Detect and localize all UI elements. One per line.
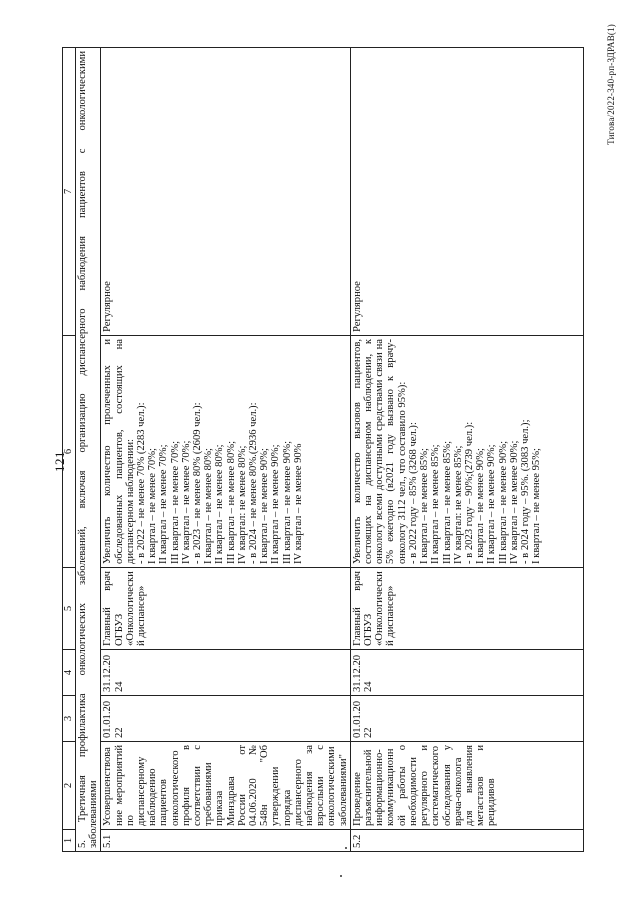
header-cell: 1 — [63, 830, 76, 852]
measure-cell: Усовершенствование мероприятий по диспансерному наблюдению пациентов онкологического профиля в соответствии с требованиями приказа Минздрава России от 04.06.2020 № 548н "Об утверждении порядка диспансерного наблюдения за взрослыми с онкологическими заболеваниями" — [101, 742, 350, 830]
result-line: II квартал – не менее 80%; — [214, 444, 226, 564]
document-code: Тигова/2022-340-рп-ЗДРАВ(1) — [606, 24, 616, 145]
result-line: I квартал – не менее 70%; — [147, 448, 159, 564]
result-line: - в 2024 – не менее 80%.(2936 чел.): — [248, 402, 260, 564]
result-line: - в 2023 – не менее 80% (2609 чел.): — [192, 402, 204, 564]
frequency-cell: Регулярное — [101, 48, 350, 336]
header-cell: 6 — [63, 336, 76, 568]
table-row — [350, 48, 583, 852]
header-cell: 7 — [63, 48, 76, 336]
section-row — [76, 48, 101, 852]
result-line: - в 2023 году – 90%;(2739 чел.): — [463, 421, 475, 564]
end-date: 31.12.2024 — [101, 650, 350, 696]
measure-cell: Проведение разъяснительной информационно-коммуникационной работы о необходимости регулярного и систематического обследования у врача-онколога для выявления метастазов и рецидивов — [350, 742, 583, 830]
frequency-cell: Регулярное — [350, 48, 583, 336]
header-cell: 3 — [63, 696, 76, 742]
result-line: II квартал – не менее 70%; — [158, 444, 170, 564]
result-line: III квартал – не менее 85%; — [441, 440, 453, 564]
scan-speck — [345, 847, 347, 849]
row-number: 5.1 — [101, 830, 350, 852]
result-line: III квартал – не менее 70%; — [169, 440, 181, 564]
end-date: 31.12.2024 — [350, 650, 583, 696]
result-intro: Увеличить количество вызовов пациентов, состоящих на диспансерном наблюдении, к онкологу всеми доступными средствами связи на 5% ежегодно (в2021 году вызвано к врачу-онкологу 3112 чел., что составило 95%): — [351, 339, 408, 564]
table-row — [101, 48, 350, 852]
result-line: I квартал – не менее 95%; — [531, 448, 543, 564]
result-line: IV квартал: не менее 85%; — [452, 445, 464, 564]
section-title-continued: заболеваниями — [88, 780, 100, 848]
page-number: 121 — [52, 451, 67, 472]
result-line: II квартал – не менее 85%; — [430, 444, 442, 564]
result-line: - в 2022 году – 85% (3268 чел.): — [407, 422, 419, 564]
scan-speck — [340, 875, 342, 877]
start-date: 01.01.2022 — [101, 696, 350, 742]
header-cell: 2 — [63, 742, 76, 830]
result-line: I квартал – не менее 80%; — [203, 448, 215, 564]
result-line: III квартал – не менее 90%; — [281, 440, 293, 564]
result-line: I квартал – не менее 90%; — [259, 448, 271, 564]
result-line: II квартал – не менее 90%; — [486, 444, 498, 564]
responsible-cell: Главный врач ОГБУЗ «Онкологический диспансер» — [101, 568, 350, 650]
result-line: I квартал – не менее 90%; — [475, 448, 487, 564]
responsible-cell: Главный врач ОГБУЗ «Онкологический диспансер» — [350, 568, 583, 650]
result-line: IV квартал – не менее 90%; — [508, 440, 520, 564]
row-number: 5.2 — [350, 830, 583, 852]
result-line: - в 2024 году – 95%. (3083 чел.); — [519, 419, 531, 564]
section-title-cell — [76, 48, 101, 852]
section-title: 5. Третичная профилактика онкологических заболеваний, включая организацию диспансерного наблюдения пациентов с онкологическими — [77, 51, 88, 848]
result-line: IV квартал – не менее 70%; — [180, 440, 192, 564]
result-line: II квартал – не менее 90%; — [270, 444, 282, 564]
header-cell: 4 — [63, 650, 76, 696]
activity-table — [62, 47, 584, 852]
start-date: 01.01.2022 — [350, 696, 583, 742]
result-line: III квартал – не менее 80%; — [225, 440, 237, 564]
result-line: III квартал – не менее 90%; — [497, 440, 509, 564]
result-line: - в 2022 – не менее 70% (2283 чел.): — [136, 402, 148, 564]
result-intro: Увеличить количество пролеченных и обследованных пациентов, состоящих на диспансерном наблюдении: — [102, 339, 136, 564]
header-row — [63, 48, 76, 852]
result-cell — [101, 336, 350, 568]
result-line: IV квартал: не менее 80%; — [236, 445, 248, 564]
result-line: I квартал – не менее 85%; — [419, 448, 431, 564]
result-line: IV квартал – не менее 90% — [292, 443, 304, 564]
result-cell — [350, 336, 583, 568]
header-cell: 5 — [63, 568, 76, 650]
